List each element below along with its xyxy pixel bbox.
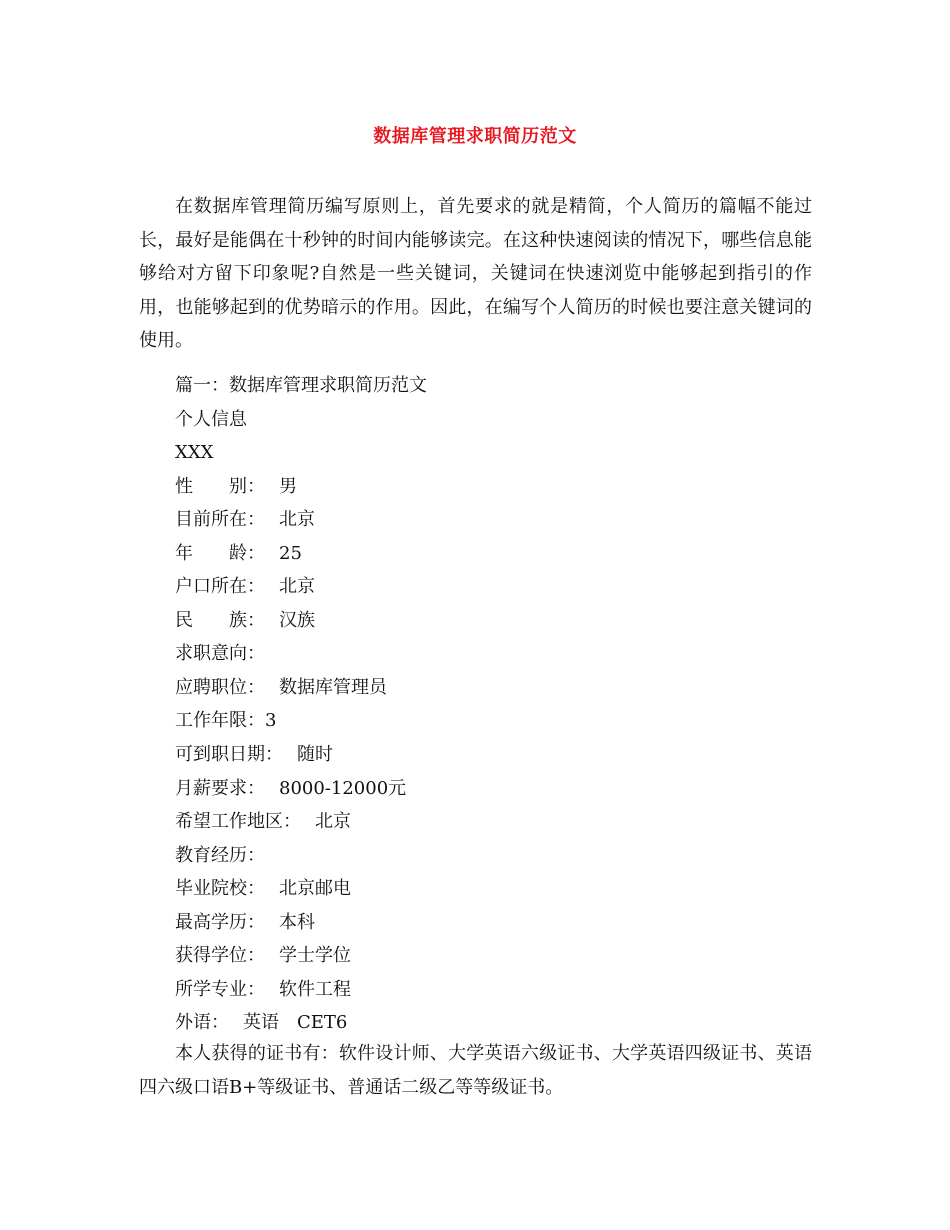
- degree-row: [175, 939, 815, 973]
- region-value: 北京: [315, 811, 351, 833]
- degree-level-value: 本科: [279, 911, 315, 933]
- location-value: 北京: [279, 509, 315, 531]
- school-value: 北京邮电: [279, 878, 351, 900]
- salary-row: [175, 772, 815, 806]
- degree-level-row: [175, 906, 815, 940]
- age-label: 年 龄：: [175, 542, 265, 564]
- ethnicity-label: 民 族：: [175, 609, 265, 631]
- ethnicity-row: [175, 604, 815, 638]
- section-heading: 篇一：数据库管理求职简历范文: [175, 375, 427, 396]
- gender-label: 性 别：: [175, 475, 265, 497]
- language-value: 英语 CET6: [243, 1012, 348, 1034]
- major-label: 所学专业：: [175, 978, 265, 1000]
- years-value: 3: [265, 710, 277, 732]
- position-row: [175, 671, 815, 705]
- job-intent-heading: 求职意向：: [175, 643, 265, 665]
- hukou-row: [175, 570, 815, 604]
- personal-info-heading: 个人信息: [175, 408, 247, 430]
- salary-label: 月薪要求：: [175, 777, 265, 799]
- age-value: 25: [279, 542, 302, 564]
- ethnicity-value: 汉族: [279, 609, 315, 631]
- available-label: 可到职日期：: [175, 744, 283, 766]
- years-row: [175, 704, 815, 738]
- available-value: 随时: [297, 744, 333, 766]
- location-row: [175, 503, 815, 537]
- language-label: 外语：: [175, 1012, 229, 1034]
- intro-paragraph: 在数据库管理简历编写原则上，首先要求的就是精简，个人简历的篇幅不能过长，最好是能偶在十秒钟的时间内能够读完。在这种快速阅读的情况下，哪些信息能够给对方留下印象呢?自然是一些关键词，关键词在快速浏览中能够起到指引的作用，也能够起到的优势暗示的作用。因此，在编写个人简历的时候也要注意关键词的使用。: [139, 196, 812, 352]
- available-row: [175, 738, 815, 772]
- age-row: [175, 537, 815, 571]
- position-value: 数据库管理员: [279, 676, 387, 698]
- hukou-value: 北京: [279, 576, 315, 598]
- document-title: 数据库管理求职简历范文: [373, 126, 577, 147]
- gender-row: [175, 470, 815, 504]
- school-row: [175, 872, 815, 906]
- years-label: 工作年限：: [175, 710, 265, 732]
- education-heading: 教育经历：: [175, 844, 265, 866]
- region-label: 希望工作地区：: [175, 811, 301, 833]
- certificates-paragraph: 本人获得的证书有：软件设计师、大学英语六级证书、大学英语四级证书、英语四六级口语B+等级证书、普通话二级乙等等级证书。: [139, 1043, 812, 1098]
- degree-level-label: 最高学历：: [175, 911, 265, 933]
- name-value: XXX: [175, 442, 214, 464]
- hukou-label: 户口所在：: [175, 576, 265, 598]
- region-row: [175, 805, 815, 839]
- school-label: 毕业院校：: [175, 878, 265, 900]
- major-row: [175, 973, 815, 1007]
- resume-body: [175, 369, 815, 1040]
- salary-value: 8000-12000元: [279, 777, 407, 799]
- location-label: 目前所在：: [175, 509, 265, 531]
- degree-value: 学士学位: [279, 945, 351, 967]
- gender-value: 男: [279, 475, 297, 497]
- major-value: 软件工程: [279, 978, 351, 1000]
- position-label: 应聘职位：: [175, 676, 265, 698]
- degree-label: 获得学位：: [175, 945, 265, 967]
- language-row: [175, 1006, 815, 1040]
